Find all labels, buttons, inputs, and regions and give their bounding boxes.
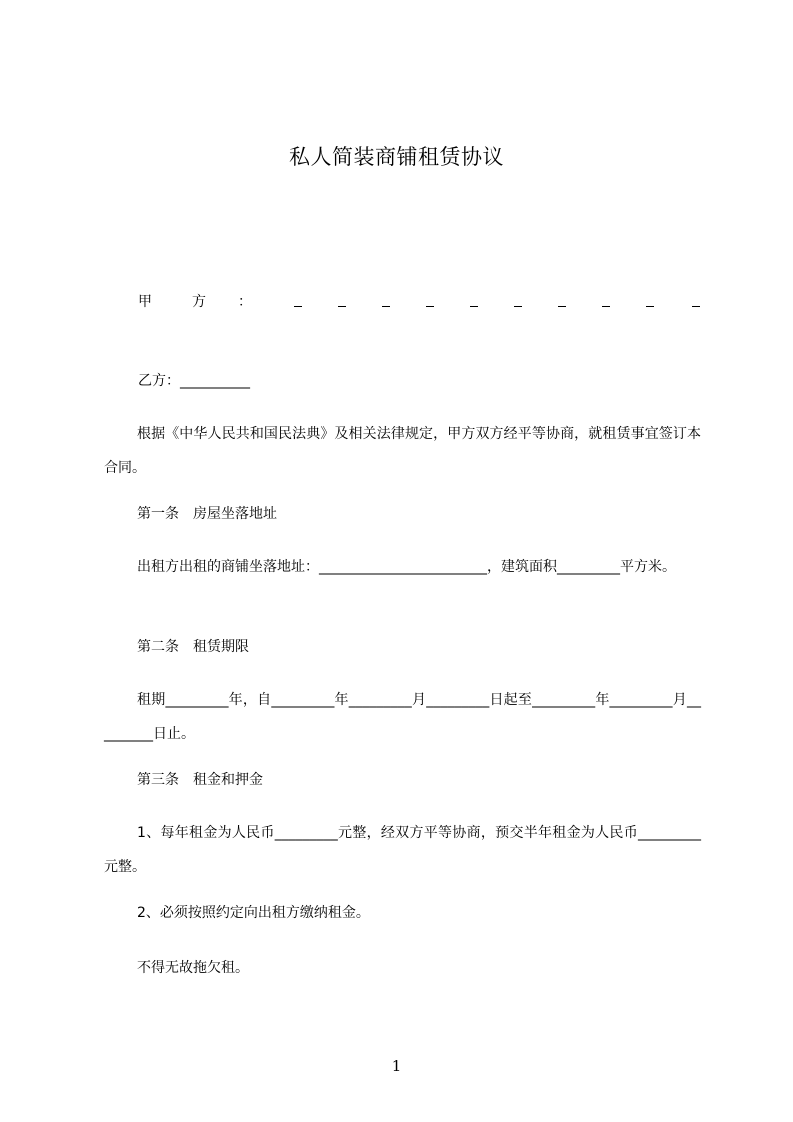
party-a-char-2: 方 xyxy=(192,294,206,310)
article-2-body: 租期_________年，自_________年_________月_________日起至_________年_________月_________日止。 xyxy=(104,692,701,742)
intro-paragraph: 根据《中华人民共和国民法典》及相关法律规定，甲方双方经平等协商，就租赁事宜签订本合同。 xyxy=(104,426,701,476)
party-b-line: 乙方：__________ xyxy=(138,373,250,389)
article-3-item-1: 1、每年租金为人民币_________元整，经双方平等协商，预交半年租金为人民币_________元整。 xyxy=(104,825,701,875)
blank-dash xyxy=(338,306,346,307)
blank-dash xyxy=(646,306,654,307)
article-3-heading: 第三条 租金和押金 xyxy=(137,772,263,788)
blank-dash xyxy=(470,306,478,307)
article-3-item-2: 2、必须按照约定向出租方缴纳租金。 xyxy=(137,905,370,921)
blank-dash xyxy=(558,306,566,307)
article-1-heading: 第一条 房屋坐落地址 xyxy=(137,506,277,522)
party-a-colon: ： xyxy=(238,294,252,310)
party-a-char-1: 甲 xyxy=(138,294,152,310)
party-a-line xyxy=(138,290,703,314)
blank-dash xyxy=(602,306,610,307)
blank-dash xyxy=(382,306,390,307)
blank-dash xyxy=(514,306,522,307)
article-2-heading: 第二条 租赁期限 xyxy=(137,639,249,655)
page-number: 1 xyxy=(391,1057,402,1075)
article-3-item-3: 不得无故拖欠租。 xyxy=(137,960,249,976)
blank-dash xyxy=(294,306,302,307)
blank-dash xyxy=(426,306,434,307)
blank-dash xyxy=(692,306,700,307)
document-title: 私人简装商铺租赁协议 xyxy=(289,145,504,169)
article-1-body: 出租方出租的商铺坐落地址：________________________，建筑面积_________平方米。 xyxy=(137,559,676,575)
